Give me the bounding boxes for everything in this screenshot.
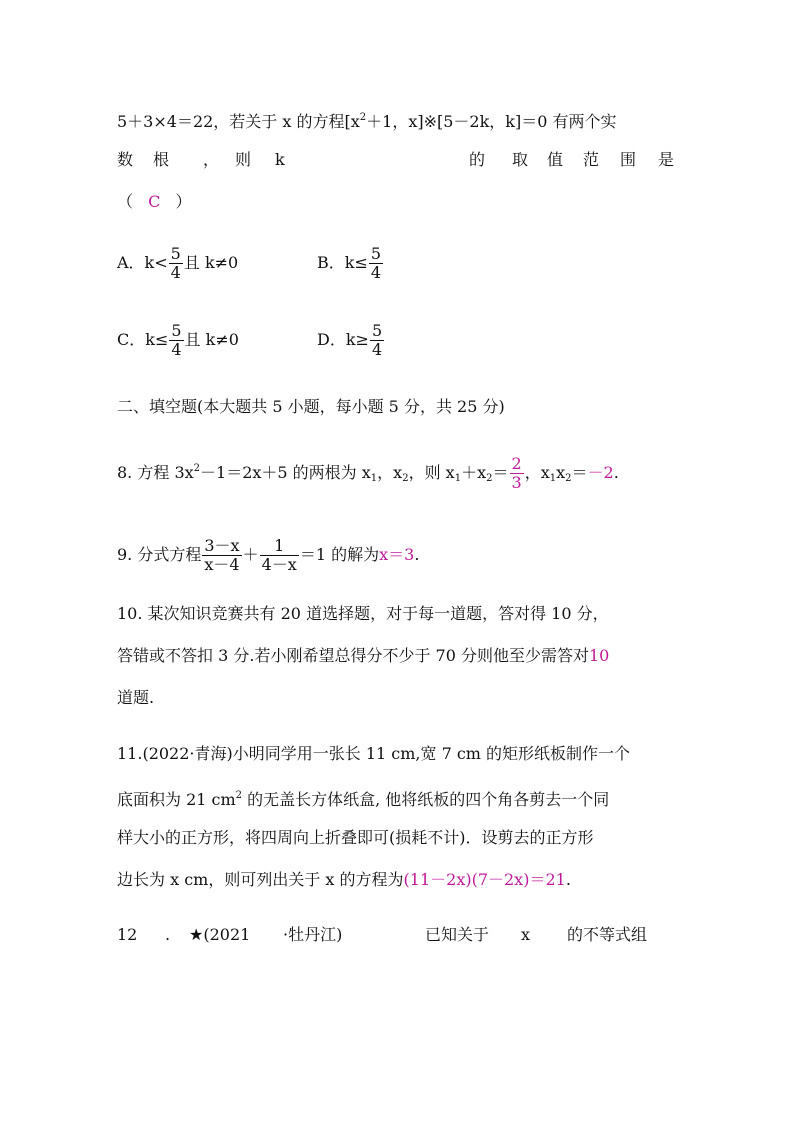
fraction: $\frac{3-x}{x-4}$: [204, 536, 240, 574]
q7-line2: 数 根 ， 则 k 的 取 值 范 围 是: [117, 150, 675, 169]
fraction: $\frac{5}{4}$: [171, 321, 182, 359]
option-b: B．k≤ $\frac{5}{4}$: [317, 244, 382, 282]
q7-answer-line: （ C ）: [117, 192, 192, 211]
q8-answer-sum: $\frac{2}{3}$: [511, 454, 522, 492]
q10-answer: 10: [588, 646, 610, 665]
question-12: 12 . ★(2021 ·牡丹江) 已知关于 x 的不等式组: [117, 925, 648, 944]
question-11-line3: 样大小的正方形，将四周向上折叠即可(损耗不计)．设剪去的正方形: [117, 828, 594, 847]
question-10-line3: 道题.: [117, 688, 155, 707]
q7-line1: 5＋3×4＝22，若关于 x 的方程[$x^2+1$，x]※[5－2k，k]＝0 有两个实: [117, 112, 617, 131]
q7-answer: C: [148, 192, 161, 211]
q11-answer: (11－2x)(7－2x)＝21: [403, 870, 566, 889]
question-11-line2: 底面积为 21 $cm^2$ 的无盖长方体纸盒, 他将纸板的四个角各剪去一个同: [117, 790, 610, 809]
fraction: $\frac{5}{4}$: [370, 244, 382, 282]
fraction: $\frac{5}{4}$: [170, 244, 181, 282]
q8-answer-product: －2: [587, 463, 614, 482]
fraction: $\frac{1}{4-x}$: [261, 536, 297, 574]
question-10-line2: 答错或不答扣 3 分.若小刚希望总得分不少于 70 分则他至少需答对10: [117, 646, 610, 665]
option-d: D．k≥ $\frac{5}{4}$: [317, 321, 383, 359]
section-heading: 二、填空题(本大题共 5 小题，每小题 5 分，共 25 分): [117, 397, 505, 416]
question-9: 9. 分式方程 $\frac{3-x}{x-4}$ ＋ $\frac{1}{4-x}$ ＝1 的解为x＝3.: [117, 536, 420, 574]
question-11-line1: 11.(2022·青海)小明同学用一张长 11 cm,宽 7 cm 的矩形纸板制作一个: [117, 744, 631, 763]
q9-answer: x＝3: [379, 545, 415, 564]
question-10-line1: 10. 某次知识竞赛共有 20 道选择题，对于每一道题，答对得 10 分，: [117, 604, 609, 623]
option-c: C．k≤ $\frac{5}{4}$ 且 k≠0: [117, 321, 239, 359]
question-8: 8. 方程 $3x^2-1=2x+5$ 的两根为 $x_1$，$x_2$，则 $x_1+x_2=$ $\frac{2}{3}$ ，$x_1x_2=-2$.: [117, 454, 619, 492]
option-a: A．k< $\frac{5}{4}$ 且 k≠0: [117, 244, 239, 282]
question-11-line4: 边长为 x cm，则可列出关于 x 的方程为(11－2x)(7－2x)＝21.: [117, 870, 571, 889]
fraction: $\frac{5}{4}$: [371, 321, 383, 359]
